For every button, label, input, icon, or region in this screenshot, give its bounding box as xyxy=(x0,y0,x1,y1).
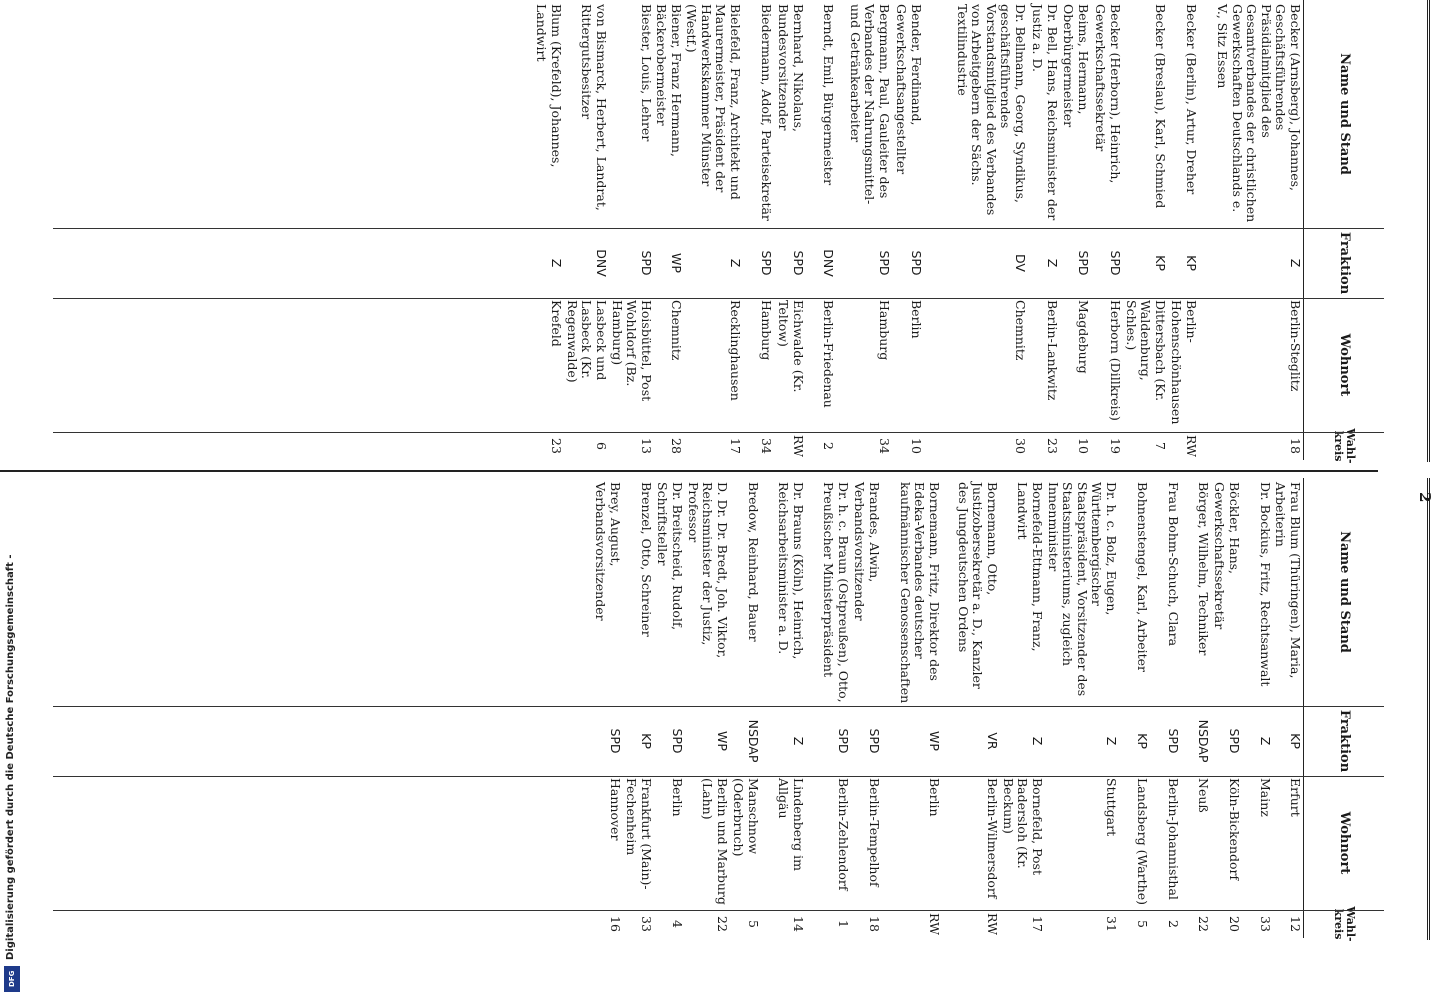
entry-name: Berndt, Emil, Bürgermeister xyxy=(821,4,836,186)
entry-name: Bergmann, Paul, Gauleiter des Verbandes der Nahrungsmittel- und Getränkearbeiter xyxy=(848,4,892,205)
entry-place: Berlin-Zehlendorf xyxy=(836,778,851,891)
entry-party: KP xyxy=(1288,733,1303,749)
entry-party: DNV xyxy=(821,249,836,277)
entry-party: Z xyxy=(1258,736,1273,746)
entry-party: Z xyxy=(1288,258,1303,268)
entry-party: Z xyxy=(549,258,564,268)
entry-party: SPD xyxy=(867,728,882,754)
header-party: Fraktion xyxy=(1336,231,1352,295)
entry-district: 31 xyxy=(1104,916,1119,932)
dfg-logo: DFG xyxy=(4,966,20,992)
entry-place: Lindenberg im Allgäu xyxy=(776,778,806,871)
entry-district: 7 xyxy=(1153,442,1168,450)
entry-place: Berlin und Marburg (Lahn) xyxy=(700,778,730,905)
entry-name: Dr. Bockius, Fritz, Rechtsanwalt xyxy=(1258,482,1273,687)
entry-name: Brenzel, Otto, Schreiner xyxy=(639,482,654,637)
entry-place: Berlin-Friedenau xyxy=(821,300,836,408)
top-rule-right xyxy=(1427,478,1430,940)
entry-place: Lasbeck und Lasbeck (Kr. Regenwalde) xyxy=(565,300,609,383)
entry-place: Dittersbach (Kr. Waldenburg, Schles.) xyxy=(1124,300,1168,402)
entry-party: SPD xyxy=(639,250,654,276)
entry-place: Berlin-Lankwitz xyxy=(1045,300,1060,401)
entry-name: Böckler, Hans, Gewerkschaftssekretär xyxy=(1212,482,1242,630)
entry-name: Dr. Bellmann, Georg, Syndikus, geschäftsführendes Vorstandsmitglied des Verbandes von Arbeitgebern der Sächs. Textilindustrie xyxy=(955,4,1028,216)
entry-name: Becker (Arnsberg), Johannes, Geschäftsführendes Präsidialmitglied des Gesamtverbandes der christlichen Gewerkschaften Deutschlands e. V., Sitz Essen xyxy=(1215,4,1303,223)
entry-place: Magdeburg xyxy=(1076,300,1091,374)
entry-party: Z xyxy=(728,258,743,268)
entry-district: 20 xyxy=(1227,916,1242,932)
entry-name: Bernhard, Nikolaus, Bundesvorsitzender xyxy=(776,4,806,132)
entry-name: Dr. Brauns (Köln), Heinrich, Reichsarbeitsminister a. D. xyxy=(776,482,806,660)
entry-place: Berlin-Wilmersdorf xyxy=(985,778,1000,899)
entry-district: 12 xyxy=(1288,916,1303,932)
rows-left xyxy=(53,0,1302,460)
entry-district: RW xyxy=(927,913,942,935)
table-left xyxy=(53,0,1384,464)
entry-district: 19 xyxy=(1108,438,1123,454)
header-party: Fraktion xyxy=(1336,709,1352,773)
entry-district: 33 xyxy=(1258,916,1273,932)
entry-place: Krefeld xyxy=(549,300,564,347)
entry-district: 1 xyxy=(836,920,851,928)
entry-place: Bornefeld, Post Badersloh (Kr. Beckum) xyxy=(1001,778,1045,875)
entry-name: Dr. h. c. Bolz, Eugen, Württembergischer Staatspräsident, Vorsitzender des Staatsministeriums, zugleich Innenminister xyxy=(1046,482,1119,697)
entry-party: SPD xyxy=(909,250,924,276)
entry-party: NSDAP xyxy=(1196,719,1211,763)
entry-district: RW xyxy=(985,913,1000,935)
entry-place: Chemnitz xyxy=(669,300,684,361)
entry-party: KP xyxy=(1153,255,1168,271)
entry-district: 6 xyxy=(594,442,609,450)
entry-place: Chemnitz xyxy=(1013,300,1028,361)
entry-party: Z xyxy=(1045,258,1060,268)
entry-district: 23 xyxy=(1045,438,1060,454)
entry-party: SPD xyxy=(759,250,774,276)
entry-district: 14 xyxy=(791,916,806,932)
entry-place: Berlin-Johannisthal xyxy=(1166,778,1181,900)
entry-party: SPD xyxy=(1076,250,1091,276)
entry-district: 5 xyxy=(746,920,761,928)
entry-place: Landsberg (Warthe) xyxy=(1135,778,1150,905)
entry-district: 28 xyxy=(669,438,684,454)
entry-district: RW xyxy=(791,435,806,457)
header-place: Wohnort xyxy=(1336,333,1352,397)
entry-name: Biener, Franz Hermann, Bäckerobermeister xyxy=(654,4,684,157)
entry-district: 22 xyxy=(715,916,730,932)
entry-name: Frau Blum (Thüringen), Maria, Arbeiterin xyxy=(1273,482,1303,679)
entry-party: WP xyxy=(669,253,684,273)
entry-name: Blum (Krefeld), Johannes, Landwirt xyxy=(534,4,564,168)
entry-district: 10 xyxy=(909,438,924,454)
entry-name: Biester, Louis, Lehrer xyxy=(639,4,654,142)
entry-name: Bohnenstengel, Karl, Arbeiter xyxy=(1135,482,1150,672)
entry-district: 10 xyxy=(1076,438,1091,454)
entry-party: SPD xyxy=(1166,728,1181,754)
entry-place: Erfurt xyxy=(1288,778,1303,817)
footer-text: Digitalisierung gefördert durch die Deutsche Forschungsgemeinschaft - xyxy=(5,554,16,960)
header-district: Wahl-kreis xyxy=(1332,906,1357,942)
entry-party: VR xyxy=(985,732,1000,750)
top-rule-left xyxy=(1427,0,1430,462)
header-place: Wohnort xyxy=(1336,811,1352,875)
entry-district: 2 xyxy=(821,442,836,450)
entry-name: Frau Bohm-Schuch, Clara xyxy=(1166,482,1181,647)
entry-place: Recklinghausen xyxy=(728,300,743,401)
entry-party: DV xyxy=(1013,254,1028,272)
entry-name: Becker (Herborn), Heinrich, Gewerkschaftssekretär xyxy=(1093,4,1123,184)
entry-district: 2 xyxy=(1166,920,1181,928)
entry-name: Brandes, Alwin, Verbandsvorsitzender xyxy=(852,482,882,621)
entry-place: Berlin-Tempelhof xyxy=(867,778,882,887)
entry-name: Börger, Wilhelm, Techniker xyxy=(1196,482,1211,656)
entry-name: Dr. h. c. Braun (Ostpreußen), Otto, Preußischer Ministerpräsident xyxy=(821,482,851,703)
entry-place: Manschnow (Oderbruch) xyxy=(731,778,761,857)
entry-place: Hamburg xyxy=(759,300,774,361)
entry-place: Frankfurt (Main)-Fechenheim xyxy=(624,778,654,890)
entry-name: Brey, August, Verbandsvorsitzender xyxy=(593,482,623,621)
entry-party: SPD xyxy=(1227,728,1242,754)
table-header xyxy=(1303,478,1384,942)
entry-party: KP xyxy=(639,733,654,749)
entry-district: 18 xyxy=(867,916,882,932)
entry-party: Z xyxy=(791,736,806,746)
entry-name: Bornemann, Fritz, Direktor des Edeka-Verbandes deutscher kaufmännischer Genossenschaften xyxy=(898,482,942,704)
entry-district: 34 xyxy=(877,438,892,454)
entry-party: KP xyxy=(1184,255,1199,271)
entry-place: Herborn (Dillkreis) xyxy=(1108,300,1123,421)
entry-party: SPD xyxy=(791,250,806,276)
entry-name: Dr. Breitscheid, Rudolf, Schriftsteller xyxy=(655,482,685,631)
entry-party: SPD xyxy=(877,250,892,276)
entry-place: Neuß xyxy=(1196,778,1211,813)
entry-party: WP xyxy=(715,731,730,751)
entry-party: SPD xyxy=(1108,250,1123,276)
entry-district: 4 xyxy=(670,920,685,928)
entry-district: 17 xyxy=(1030,916,1045,932)
entry-place: Stuttgart xyxy=(1104,778,1119,837)
entry-name: Becker (Berlin), Artur, Dreher xyxy=(1184,4,1199,195)
entry-party: NSDAP xyxy=(746,719,761,763)
entry-place: Köln-Bickendorf xyxy=(1227,778,1242,881)
entry-name: D. Dr. Dr. Bredt, Joh. Viktor, Reichsminister der Justiz, Professor xyxy=(686,482,730,659)
entry-party: SPD xyxy=(670,728,685,754)
entry-district: 23 xyxy=(549,438,564,454)
entry-place: Berlin-Hohenschönhausen xyxy=(1169,300,1199,425)
entry-name: Bender, Ferdinand, Gewerkschaftsangestellter xyxy=(894,4,924,175)
entry-place: Berlin xyxy=(670,778,685,817)
entry-district: 13 xyxy=(639,438,654,454)
entry-party: WP xyxy=(927,731,942,751)
entry-place: Berlin xyxy=(927,778,942,817)
entry-district: 16 xyxy=(608,916,623,932)
page-number: 2 xyxy=(1416,492,1434,503)
entry-place: Berlin xyxy=(909,300,924,339)
entry-name: von Bismarck, Herbert, Landrat, Rittergutsbesitzer xyxy=(579,4,609,211)
entry-place: Mainz xyxy=(1258,778,1273,817)
entry-place: Hannover xyxy=(608,778,623,841)
entry-party: SPD xyxy=(836,728,851,754)
entry-name: Bredow, Reinhard, Bauer xyxy=(746,482,761,642)
entry-district: 17 xyxy=(728,438,743,454)
entry-name: Bielefeld, Franz, Architekt und Maurermeister, Präsident der Handwerkskammer Münster (Westf.) xyxy=(684,4,743,200)
entry-district: 34 xyxy=(759,438,774,454)
header-name: Name und Stand xyxy=(1336,531,1352,653)
entry-district: 5 xyxy=(1135,920,1150,928)
entry-place: Hoisbüttel, Post Wohldorf (Bz. Hamburg) xyxy=(610,300,654,402)
entry-party: Z xyxy=(1030,736,1045,746)
entry-party: Z xyxy=(1104,736,1119,746)
entry-name: Bornemann, Otto, Justizobersekretär a. D., Kanzler des Jungdeutschen Ordens xyxy=(956,482,1000,689)
entry-name: Beims, Hermann, Oberbürgermeister xyxy=(1061,4,1091,128)
entry-name: Dr. Bell, Hans, Reichsminister der Justiz a. D. xyxy=(1030,4,1060,221)
table-right xyxy=(53,478,1384,942)
entry-party: KP xyxy=(1135,733,1150,749)
rows-right xyxy=(53,478,1302,938)
entry-district: 30 xyxy=(1013,438,1028,454)
entry-place: Eichwalde (Kr. Teltow) xyxy=(776,300,806,393)
entry-district: 18 xyxy=(1288,438,1303,454)
header-district: Wahl-kreis xyxy=(1332,428,1357,464)
entry-party: SPD xyxy=(608,728,623,754)
entry-place: Hamburg xyxy=(877,300,892,361)
entry-district: 22 xyxy=(1196,916,1211,932)
footer xyxy=(0,0,30,1000)
center-divider xyxy=(0,470,1378,472)
entry-party: DNV xyxy=(594,249,609,277)
entry-place: Berlin-Steglitz xyxy=(1288,300,1303,392)
entry-district: 33 xyxy=(639,916,654,932)
entry-name: Bornefeld-Ettmann, Franz, Landwirt xyxy=(1015,482,1045,652)
table-header xyxy=(1303,0,1384,464)
entry-name: Becker (Breslau), Karl, Schmied xyxy=(1153,4,1168,209)
header-name: Name und Stand xyxy=(1336,53,1352,175)
entry-district: RW xyxy=(1184,435,1199,457)
entry-name: Biedermann, Adolf, Parteisekretär xyxy=(759,4,774,221)
